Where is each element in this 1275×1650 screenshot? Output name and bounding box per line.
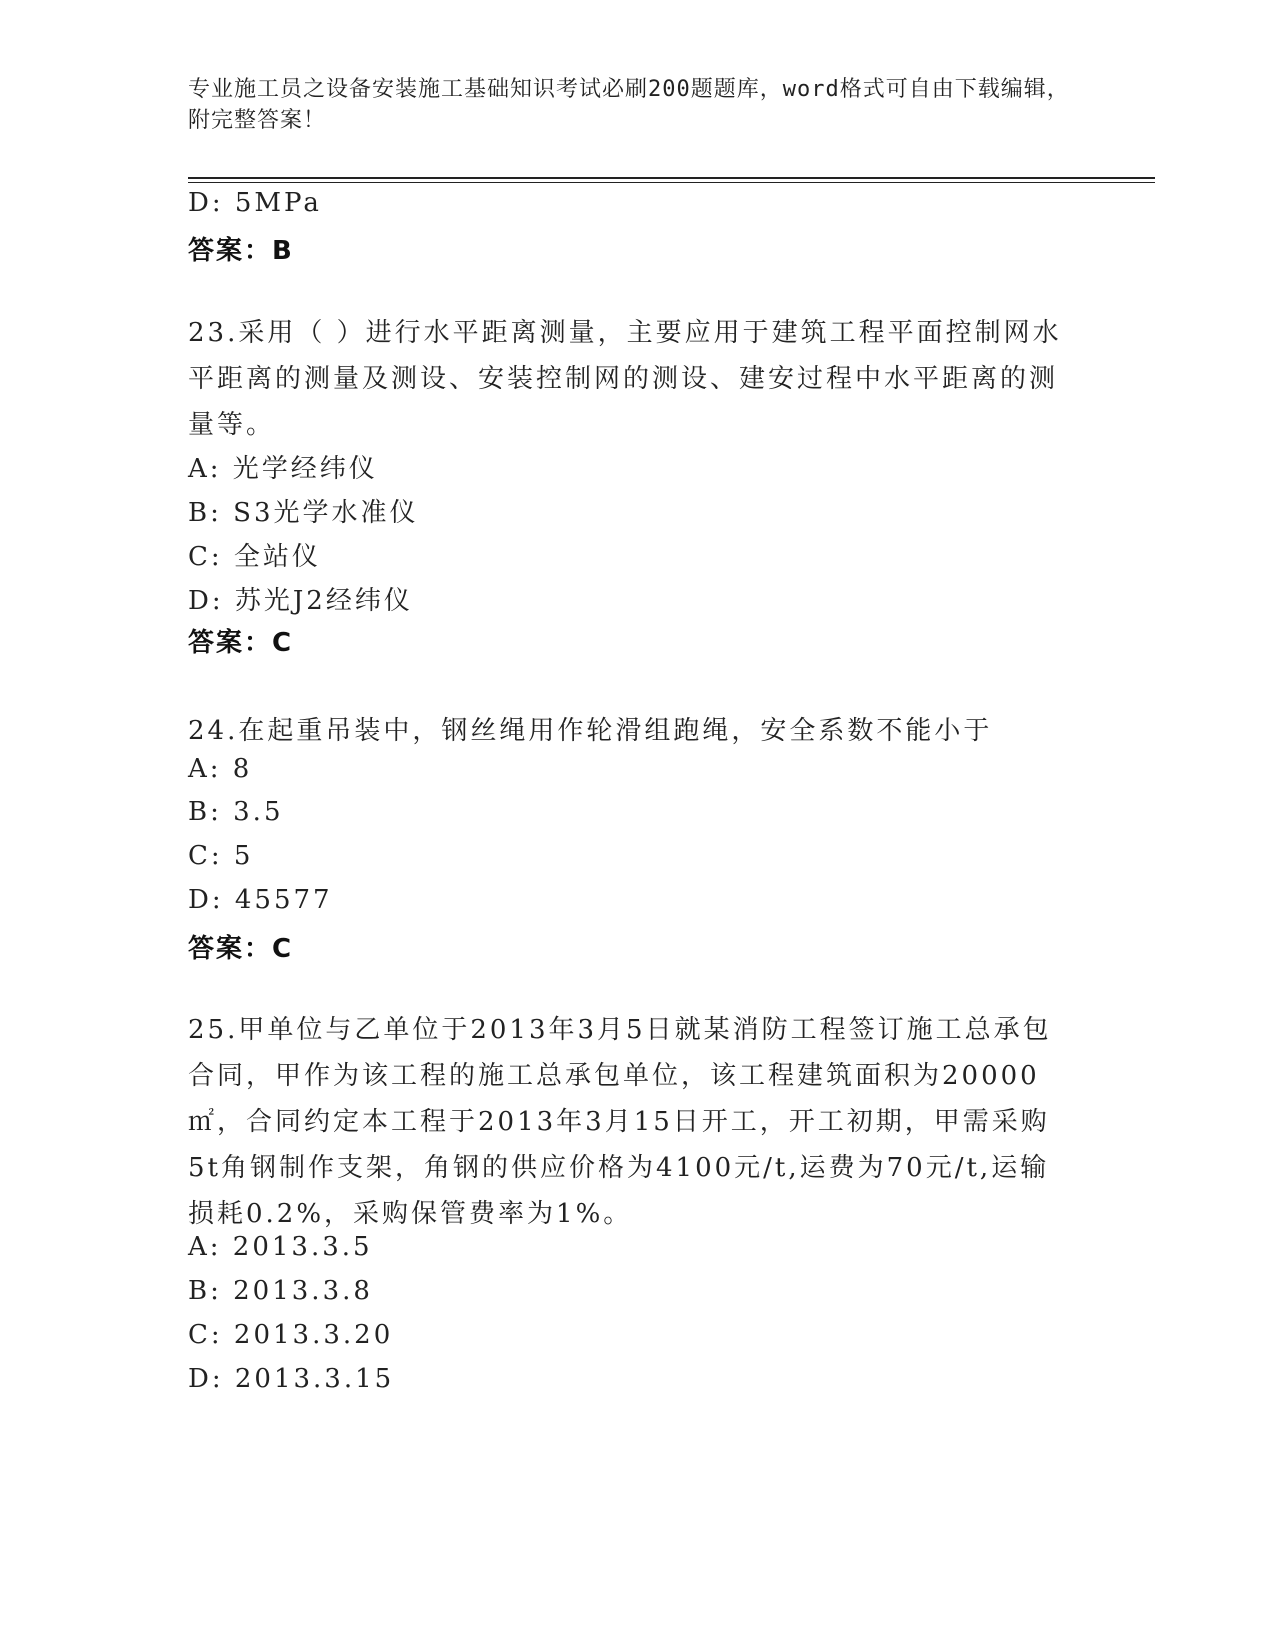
q23-option-c: C: 全站仪	[188, 542, 321, 572]
q25-option-b: B: 2013.3.8	[188, 1276, 373, 1306]
q23-option-d: D: 苏光J2经纬仪	[188, 586, 413, 616]
q23-option-b: B: S3光学水准仪	[188, 498, 419, 528]
prev-option-d: D: 5MPa	[188, 188, 322, 218]
prev-answer: 答案：B	[188, 236, 294, 266]
document-header: 专业施工员之设备安装施工基础知识考试必刷200题题库，word格式可自由下载编辑，附完整答案！	[188, 77, 1070, 133]
q25-option-d: D: 2013.3.15	[188, 1364, 395, 1394]
q23-option-a: A: 光学经纬仪	[188, 454, 378, 484]
q25-stem: 25.甲单位与乙单位于2013年3月5日就某消防工程签订施工总承包合同，甲作为该工程的施工总承包单位，该工程建筑面积为20000㎡，合同约定本工程于2013年3月15日开工，开工初期，甲需采购5t角钢制作支架，角钢的供应价格为4100元/t,运费为70元/t,运输损耗0.2%，采购保管费率为1%。	[188, 1015, 1052, 1229]
header-divider	[188, 177, 1155, 179]
header-divider-thin	[188, 182, 1155, 183]
q25-option-c: C: 2013.3.20	[188, 1320, 394, 1350]
q24-option-b: B: 3.5	[188, 797, 284, 827]
q24-option-d: D: 45577	[188, 885, 333, 915]
q24-answer: 答案：C	[188, 934, 294, 964]
q25-option-a: A: 2013.3.5	[188, 1232, 373, 1262]
q24-option-a: A: 8	[188, 754, 253, 784]
q23-stem: 23.采用（ ）进行水平距离测量，主要应用于建筑工程平面控制网水平距离的测量及测设、安装控制网的测设、建安过程中水平距离的测量等。	[188, 318, 1062, 440]
q24-stem: 24.在起重吊装中，钢丝绳用作轮滑组跑绳，安全系数不能小于	[188, 716, 993, 746]
q23-answer: 答案：C	[188, 628, 294, 658]
q24-option-c: C: 5	[188, 841, 254, 871]
